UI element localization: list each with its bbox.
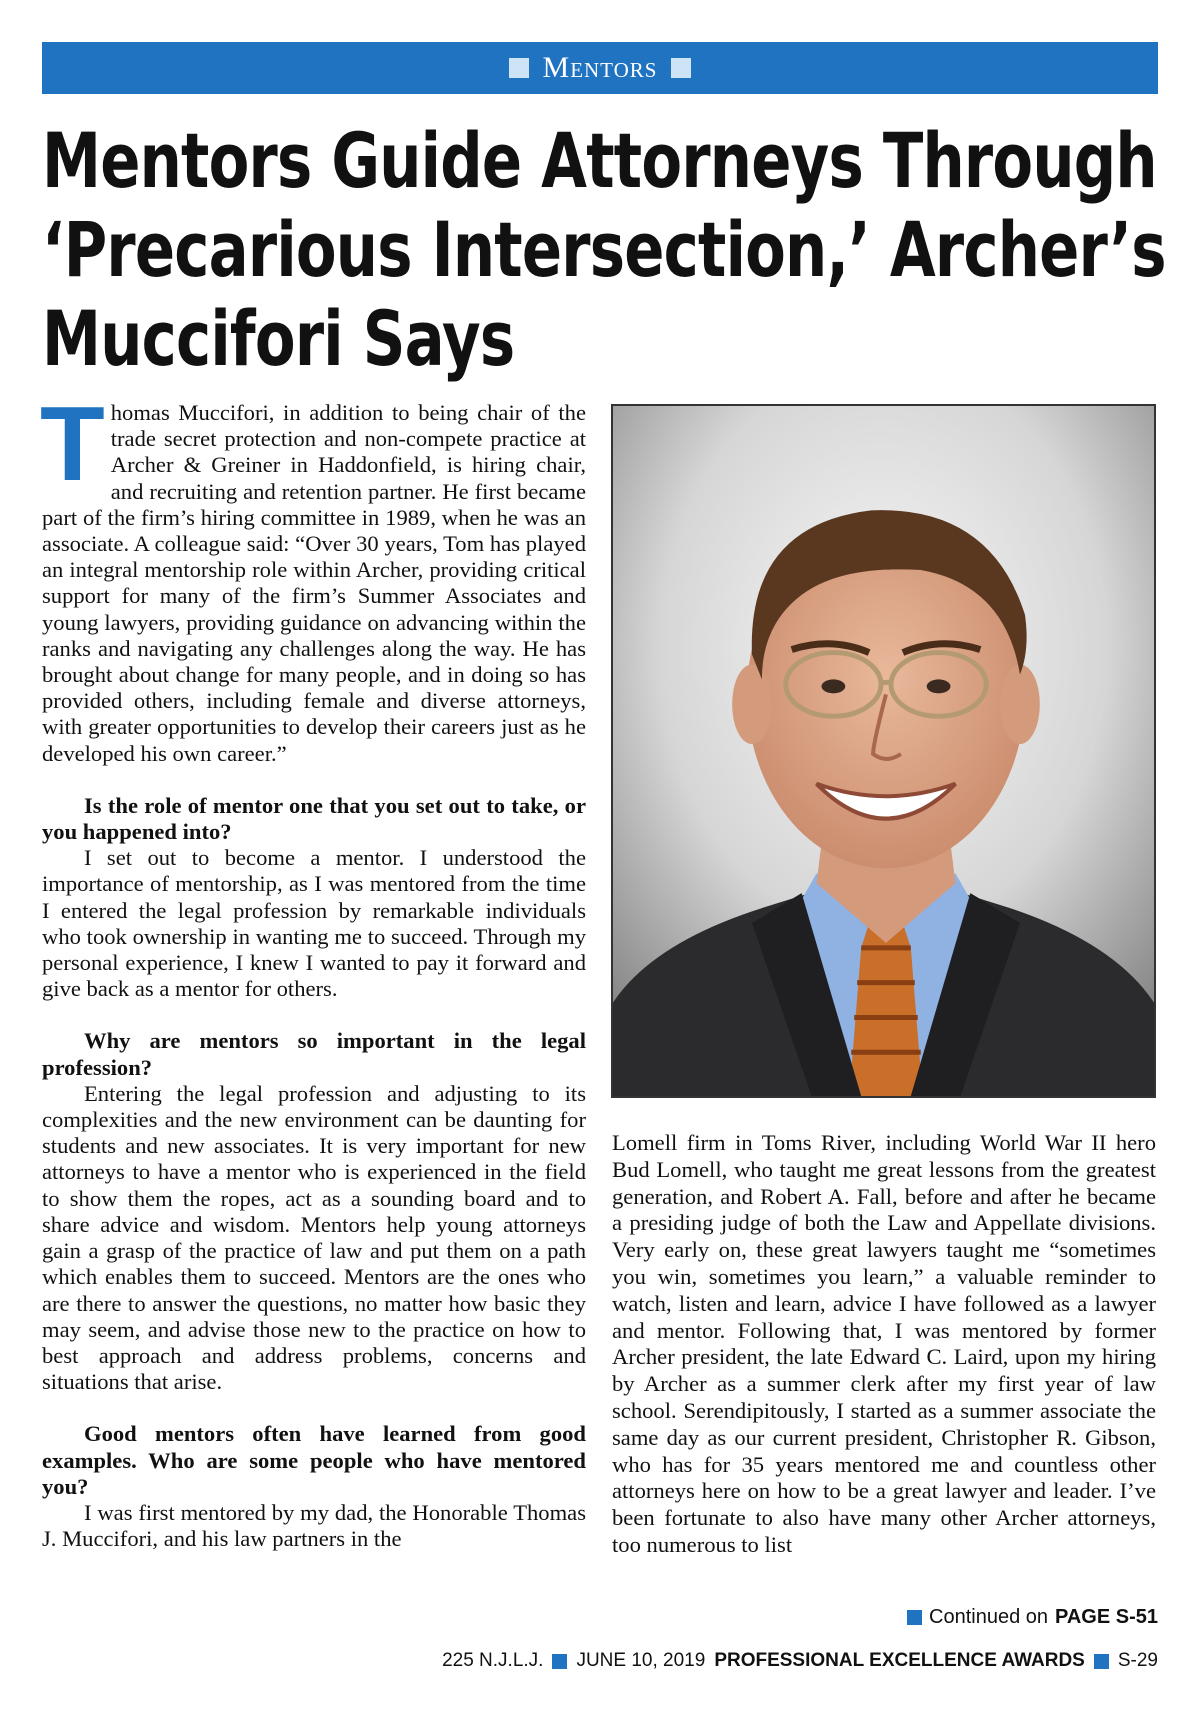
answer-2: Entering the legal profession and adjusting to its complexities and the new environment can be daunting for students and new associates. It is very important for new attorneys to have a mentor who is experienced in the field to show them the ropes, act as a sounding board and to share advice and wisdom. Mentors help young attorneys gain a grasp of the practice of law and put them on a path which enables them to succeed. Mentors are the ones who are there to answer the questions, no matter how basic they may seem, and advise those new to the practice on how to best approach and address problems, concerns and situations that arise. <box>42 1080 586 1395</box>
footer-page-number: S-29 <box>1117 1650 1158 1671</box>
footer-date: JUNE 10, 2019 <box>576 1650 706 1671</box>
headline-line-3: Muccifori Says <box>42 294 515 383</box>
drop-cap: T <box>40 385 105 503</box>
footer-volume: 225 N.J.L.J. <box>442 1650 544 1671</box>
portrait-illustration <box>613 406 1154 1096</box>
page-footer <box>442 1650 1158 1672</box>
headline-line-1: Mentors Guide Attorneys Through <box>42 116 1157 205</box>
question-2: Why are mentors so important in the legal profession? <box>42 1028 586 1080</box>
intro-text: homas Muccifori, in addition to being chair of the trade secret protection and non-compete practice at Archer & Greiner in Haddonfield, is hiring chair, and recruiting and retention partner. He first became part of the firm’s hiring committee in 1989, when he was an associate. A colleague said: “Over 30 years, Tom has played an integral mentorship role within Archer, providing critical support for many of the firm’s Summer Associates and young lawyers, providing guidance on advancing within the ranks and navigating any challenges along the way. He has brought about change for many people, and in doing so has provided others, including female and diverse attorneys, with greater opportunities to develop their careers just as he developed his own career.” <box>42 400 586 766</box>
article-column-left <box>40 385 586 1552</box>
banner-square-left <box>509 58 529 78</box>
headline-line-2: ‘Precarious Intersection,’ Archer’s <box>42 205 1166 294</box>
footer-square-icon <box>552 1654 567 1669</box>
portrait-photo <box>611 404 1156 1098</box>
continued-note <box>907 1606 1158 1629</box>
banner-square-right <box>671 58 691 78</box>
continued-page: PAGE S-51 <box>1055 1606 1158 1628</box>
answer-3: I was first mentored by my dad, the Honorable Thomas J. Muccifori, and his law partners in the <box>42 1499 586 1552</box>
section-label: Mentors <box>542 51 658 84</box>
answer-1: I set out to become a mentor. I understood the importance of mentorship, as I was mentored from the time I entered the legal profession by remarkable individuals who took ownership in wanting me to succeed. Through my personal experience, I knew I wanted to pay it forward and give back as a mentor for others. <box>42 845 586 1002</box>
question-1: Is the role of mentor one that you set out to take, or you happened into? <box>42 792 586 845</box>
article-headline <box>42 116 1166 383</box>
section-banner <box>42 42 1158 94</box>
right-column-text: Lomell firm in Toms River, including World War II hero Bud Lomell, who taught me great lessons from the greatest generation, and Robert A. Fall, before and after he became a presiding judge of both the Law and Appellate divisions. Very early on, these great lawyers taught me “sometimes you win, sometimes you learn,” a valuable reminder to watch, listen and learn, advice I have followed as a lawyer and mentor. Following that, I was mentored by former Archer president, the late Edward C. Laird, upon my hiring by Archer as a summer clerk after my first year of law school. Serendipitously, I started as a summer associate the same day as our current president, Christopher R. Gibson, who has for 35 years mentored me and countless other attorneys here on how to be a great lawyer and leader. I’ve been fortunate to also have many other Archer attorneys, too numerous to list <box>612 1130 1156 1557</box>
footer-section: PROFESSIONAL EXCELLENCE AWARDS <box>714 1650 1085 1671</box>
article-column-right <box>612 1130 1156 1559</box>
intro-paragraph <box>40 385 586 767</box>
continued-square-icon <box>907 1610 922 1625</box>
continued-prefix: Continued on <box>929 1606 1048 1628</box>
question-3: Good mentors often have learned from good examples. Who are some people who have mentored you? <box>42 1421 586 1499</box>
footer-square-icon-2 <box>1094 1654 1109 1669</box>
